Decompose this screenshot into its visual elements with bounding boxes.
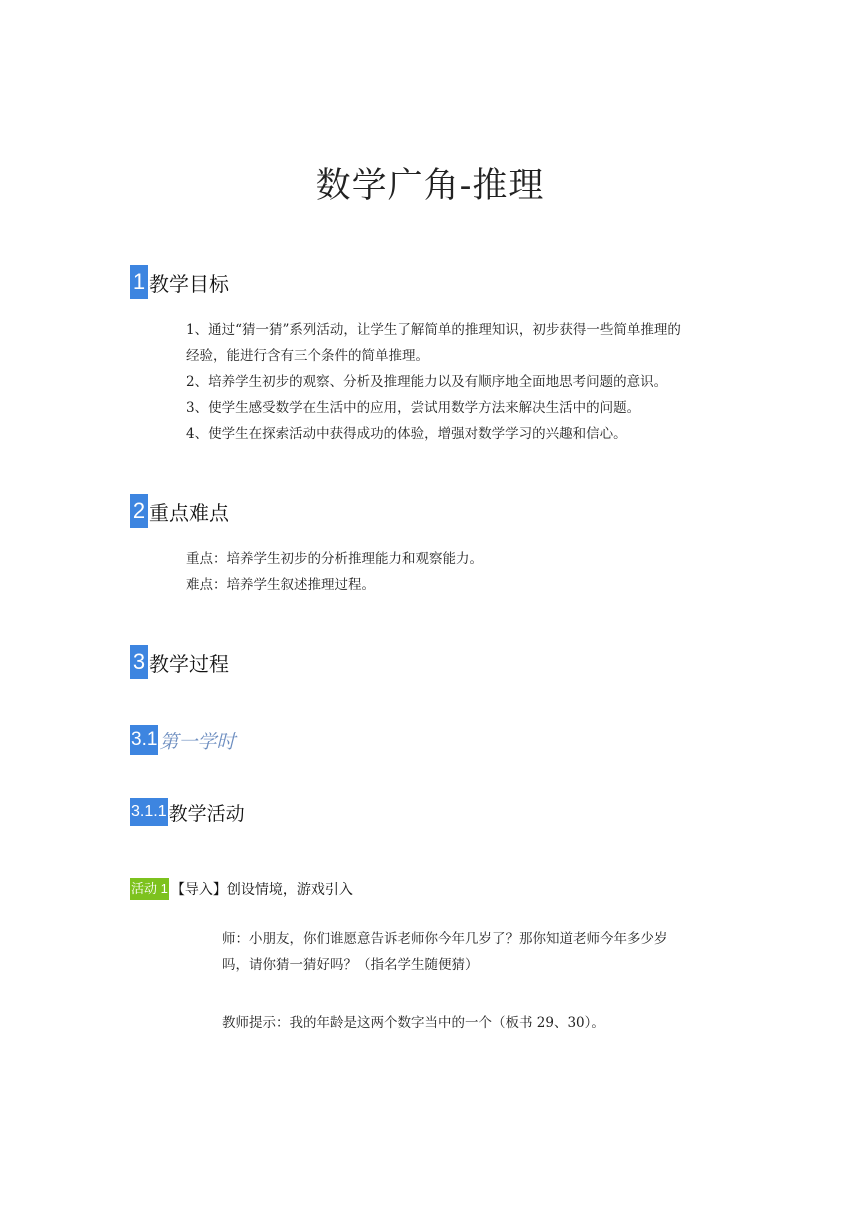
section-heading-teaching-process	[130, 645, 229, 679]
paragraph: 2、培养学生初步的观察、分析及推理能力以及有顺序地全面地思考问题的意识。	[186, 374, 668, 390]
activity-heading	[130, 878, 353, 900]
section-heading-teaching-goals	[130, 265, 229, 299]
activity-tag: 活动 1	[130, 878, 169, 900]
paragraph: 难点：培养学生叙述推理过程。	[186, 577, 375, 593]
section-title: 重点难点	[149, 500, 229, 525]
section-number: 3	[130, 645, 148, 679]
subsubsection-title: 教学活动	[168, 802, 245, 825]
section-heading-key-points	[130, 494, 229, 528]
section-title: 教学目标	[149, 271, 229, 296]
paragraph: 3、使学生感受数学在生活中的应用，尝试用数学方法来解决生活中的问题。	[186, 400, 641, 416]
activity-paragraph: 师：小朋友，你们谁愿意告诉老师你今年几岁了？那你知道老师今年多少岁	[222, 931, 668, 947]
section-number: 2	[130, 494, 148, 528]
section-number: 1	[130, 265, 148, 299]
document-title: 数学广角-推理	[315, 166, 545, 206]
subsubsection-number: 3.1.1	[130, 798, 168, 826]
activity-label: 【导入】创设情境，游戏引入	[170, 882, 353, 898]
section-title: 教学过程	[149, 651, 229, 676]
paragraph: 经验，能进行含有三个条件的简单推理。	[186, 348, 429, 364]
paragraph: 重点：培养学生初步的分析推理能力和观察能力。	[186, 551, 483, 567]
paragraph: 1、通过“猜一猜”系列活动，让学生了解简单的推理知识，初步获得一些简单推理的	[186, 322, 681, 338]
paragraph: 4、使学生在探索活动中获得成功的体验，增强对数学学习的兴趣和信心。	[186, 426, 627, 442]
activity-paragraph: 吗，请你猜一猜好吗？（指名学生随便猜）	[222, 957, 479, 973]
subsection-title: 第一学时	[159, 730, 236, 753]
subsubsection-heading	[130, 798, 245, 826]
subsection-number: 3.1	[130, 725, 158, 755]
activity-paragraph: 教师提示：我的年龄是这两个数字当中的一个（板书 29、30）。	[222, 1015, 605, 1031]
subsection-heading	[130, 725, 235, 755]
